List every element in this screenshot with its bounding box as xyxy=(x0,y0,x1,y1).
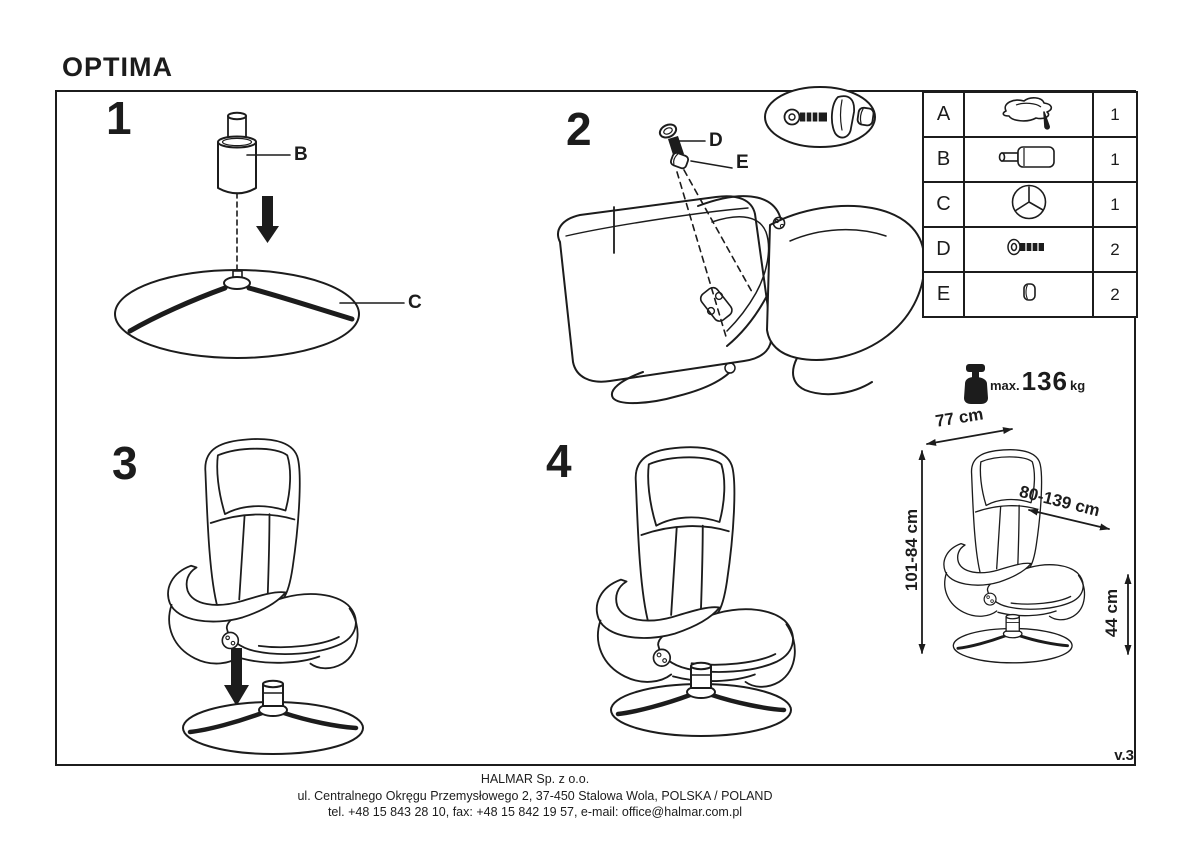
step4-base-drawing xyxy=(611,663,791,736)
weight-limit-value: 136 xyxy=(1021,366,1069,396)
part-qty: 1 xyxy=(1093,182,1137,227)
parts-list-table xyxy=(922,91,1138,318)
step-3-number: 3 xyxy=(112,437,138,489)
arrow-down-icon xyxy=(256,196,279,243)
part-letter: B xyxy=(923,137,964,182)
footer-contact: tel. +48 15 843 28 10, fax: +48 15 842 19 57, e-mail: office@halmar.com.pl xyxy=(327,805,743,819)
gas-lift-part-drawing xyxy=(218,113,256,193)
table-row xyxy=(923,272,1137,317)
page-title: OPTIMA xyxy=(62,52,173,82)
part-d-label: D xyxy=(709,130,723,151)
part-e-label: E xyxy=(736,152,749,173)
dimension-height-label: 101-84 cm xyxy=(902,508,921,592)
step3-chair-drawing xyxy=(168,439,358,668)
dimension-width-label: 77 cm xyxy=(934,404,985,431)
dimension-chair-drawing xyxy=(944,450,1085,620)
weight-limit xyxy=(990,366,1085,397)
part-qty: 2 xyxy=(1093,227,1137,272)
step-1-number: 1 xyxy=(106,92,132,144)
weight-limit-unit: kg xyxy=(1070,378,1086,393)
footer-company: HALMAR Sp. z o.o. xyxy=(480,772,590,786)
sleeve-icon xyxy=(670,152,689,170)
part-qty: 1 xyxy=(1093,137,1137,182)
version-label: v.3 xyxy=(1114,747,1134,764)
step-2-number: 2 xyxy=(566,103,592,155)
part-c-label: C xyxy=(408,292,422,313)
weight-kettlebell-icon xyxy=(964,364,988,404)
arrow-down-icon xyxy=(224,648,249,706)
step4-chair-drawing xyxy=(597,447,795,687)
footer-address: ul. Centralnego Okręgu Przemysłowego 2, 37-450 Stalowa Wola, POLSKA / POLAND xyxy=(297,788,773,803)
part-letter: E xyxy=(923,272,964,317)
table-row xyxy=(923,182,1137,227)
round-base-part-drawing xyxy=(115,270,359,358)
table-row xyxy=(923,137,1137,182)
dimension-base-drawing xyxy=(953,615,1072,663)
part-a-icon xyxy=(964,92,1093,137)
part-qty: 1 xyxy=(1093,92,1137,137)
step3-base-drawing xyxy=(183,681,363,754)
part-d-icon xyxy=(964,227,1093,272)
footer xyxy=(0,771,1070,821)
part-e-leader-line xyxy=(691,161,732,168)
part-b-icon xyxy=(964,137,1093,182)
step-4-number: 4 xyxy=(546,435,572,487)
table-row xyxy=(923,227,1137,272)
part-qty: 2 xyxy=(1093,272,1137,317)
dimension-seat-height-label: 44 cm xyxy=(1102,588,1121,638)
part-c-icon xyxy=(964,182,1093,227)
part-b-label: B xyxy=(294,144,308,165)
part-letter: C xyxy=(923,182,964,227)
table-row xyxy=(923,92,1137,137)
weight-limit-prefix: max. xyxy=(990,378,1020,393)
tipped-chair-drawing xyxy=(558,196,924,403)
part-e-icon xyxy=(964,272,1093,317)
part-letter: A xyxy=(923,92,964,137)
fastener-inset-detail xyxy=(765,87,875,147)
part-letter: D xyxy=(923,227,964,272)
screw-icon xyxy=(658,122,684,158)
dimension-depth-label: 80-139 cm xyxy=(1017,482,1102,521)
